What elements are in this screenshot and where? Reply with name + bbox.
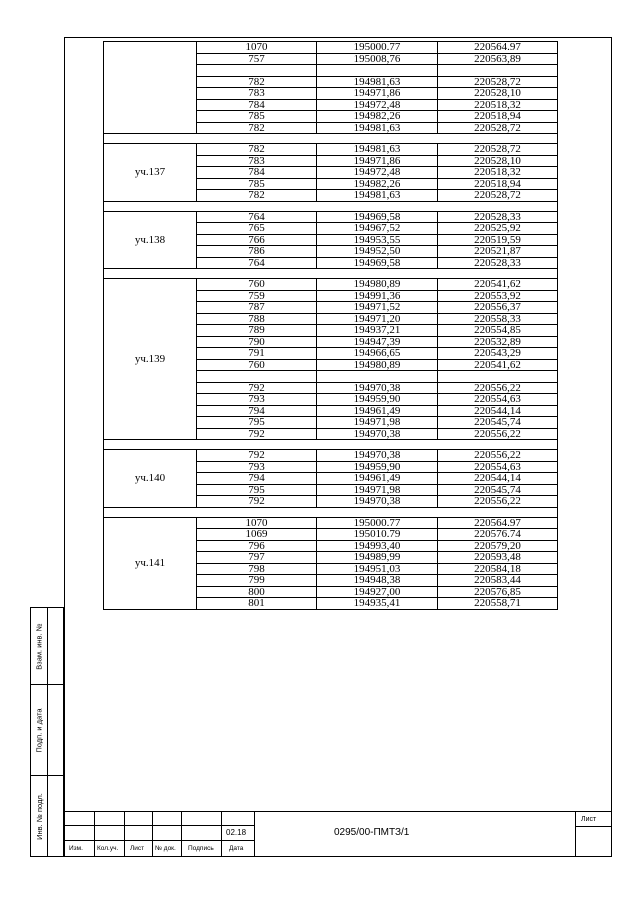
point-number: 766 (197, 234, 317, 246)
title-block (64, 811, 612, 857)
coord-y (438, 65, 558, 77)
coord-x: 194980,89 (317, 359, 438, 371)
coord-x: 194947,39 (317, 336, 438, 348)
coord-y: 220528,10 (438, 155, 558, 167)
point-number: 798 (197, 563, 317, 575)
point-number: 784 (197, 99, 317, 111)
point-number: 792 (197, 428, 317, 440)
point-number: 796 (197, 540, 317, 552)
point-number: 789 (197, 325, 317, 337)
coord-y: 220528,72 (438, 122, 558, 134)
coord-y: 220525,92 (438, 223, 558, 235)
point-number: 782 (197, 190, 317, 202)
coord-x: 194969,58 (317, 211, 438, 223)
parcel-label: уч.137 (104, 144, 197, 202)
point-number: 799 (197, 575, 317, 587)
point-number: 1070 (197, 517, 317, 529)
point-number: 800 (197, 586, 317, 598)
coord-x: 194981,63 (317, 190, 438, 202)
coord-y: 220558,71 (438, 598, 558, 610)
coord-y: 220554,63 (438, 461, 558, 473)
coord-x: 195000.77 (317, 517, 438, 529)
stamp-label-kol: Кол.уч. (97, 845, 119, 852)
coord-x: 194971,20 (317, 313, 438, 325)
point-number: 783 (197, 88, 317, 100)
coord-y: 220528,33 (438, 211, 558, 223)
point-number: 784 (197, 167, 317, 179)
coord-x: 194989,99 (317, 552, 438, 564)
coord-y: 220528,72 (438, 190, 558, 202)
stamp-label-podpis: Подпись (188, 845, 214, 852)
coord-y: 220579,20 (438, 540, 558, 552)
coord-y: 220545,74 (438, 484, 558, 496)
group-separator (104, 440, 558, 450)
point-number: 785 (197, 178, 317, 190)
point-number: 788 (197, 313, 317, 325)
coord-x: 194972,48 (317, 99, 438, 111)
coord-y: 220564.97 (438, 517, 558, 529)
table-row (104, 279, 558, 291)
stamp-date: 02.18 (226, 828, 247, 837)
point-number: 757 (197, 53, 317, 65)
side-cell-podp (30, 684, 64, 776)
point-number: 1069 (197, 529, 317, 541)
coord-x: 194970,38 (317, 428, 438, 440)
coord-x: 194971,86 (317, 88, 438, 100)
coord-y: 220593,48 (438, 552, 558, 564)
table-row (104, 450, 558, 462)
coord-x: 194967,52 (317, 223, 438, 235)
point-number: 782 (197, 76, 317, 88)
coord-y: 220532,89 (438, 336, 558, 348)
coord-x: 195010.79 (317, 529, 438, 541)
point-number: 795 (197, 417, 317, 429)
point-number: 760 (197, 359, 317, 371)
coord-y: 220544,14 (438, 405, 558, 417)
coord-y: 220556,22 (438, 382, 558, 394)
coord-y: 220556,22 (438, 450, 558, 462)
coord-y: 220583,44 (438, 575, 558, 587)
coord-y: 220554,63 (438, 394, 558, 406)
point-number: 792 (197, 496, 317, 508)
point-number: 760 (197, 279, 317, 291)
point-number: 790 (197, 336, 317, 348)
coord-x: 194970,38 (317, 382, 438, 394)
coord-x: 194961,49 (317, 473, 438, 485)
coordinates-table (103, 41, 558, 610)
parcel-label: уч.141 (104, 517, 197, 609)
coord-x: 194971,98 (317, 484, 438, 496)
point-number: 801 (197, 598, 317, 610)
coord-x: 194937,21 (317, 325, 438, 337)
point-number: 793 (197, 461, 317, 473)
coord-y: 220528,10 (438, 88, 558, 100)
point-number (197, 371, 317, 383)
coord-x: 194972,48 (317, 167, 438, 179)
coord-y: 220564.97 (438, 42, 558, 54)
coord-x (317, 371, 438, 383)
point-number: 783 (197, 155, 317, 167)
coord-y: 220521,87 (438, 246, 558, 258)
coord-x: 194959,90 (317, 461, 438, 473)
coord-y: 220544,14 (438, 473, 558, 485)
coord-x: 194971,98 (317, 417, 438, 429)
point-number: 787 (197, 302, 317, 314)
point-number: 1070 (197, 42, 317, 54)
coord-x: 194970,38 (317, 450, 438, 462)
table-row (104, 211, 558, 223)
point-number: 794 (197, 473, 317, 485)
point-number: 797 (197, 552, 317, 564)
side-cell-inv (30, 775, 64, 857)
coord-x: 195008,76 (317, 53, 438, 65)
parcel-label: уч.138 (104, 211, 197, 269)
coord-y: 220558,33 (438, 313, 558, 325)
coord-x: 194971,52 (317, 302, 438, 314)
coord-x: 194970,38 (317, 496, 438, 508)
table-row (104, 42, 558, 54)
coord-x: 194991,36 (317, 290, 438, 302)
coord-x (317, 65, 438, 77)
point-number: 764 (197, 257, 317, 269)
point-number: 791 (197, 348, 317, 360)
point-number: 782 (197, 122, 317, 134)
coord-y: 220545,74 (438, 417, 558, 429)
parcel-label (104, 42, 197, 134)
point-number: 793 (197, 394, 317, 406)
stamp-label-list: Лист (130, 845, 145, 852)
coord-y: 220556,22 (438, 428, 558, 440)
coord-x: 194969,58 (317, 257, 438, 269)
document-code: 0295/00-ПМТЗ/1 (334, 827, 410, 838)
coord-x: 195000.77 (317, 42, 438, 54)
point-number: 785 (197, 111, 317, 123)
table-row (104, 144, 558, 156)
coord-y: 220584,18 (438, 563, 558, 575)
point-number: 786 (197, 246, 317, 258)
coord-y: 220528,72 (438, 76, 558, 88)
coord-x: 194981,63 (317, 122, 438, 134)
coord-y: 220519,59 (438, 234, 558, 246)
coord-x: 194948,38 (317, 575, 438, 587)
coord-y: 220528,33 (438, 257, 558, 269)
point-number: 794 (197, 405, 317, 417)
group-separator (104, 134, 558, 144)
coord-x: 194959,90 (317, 394, 438, 406)
side-label-vzam: Взам. инв. № (34, 622, 44, 670)
point-number (197, 65, 317, 77)
coord-y: 220576,85 (438, 586, 558, 598)
coord-y: 220518,32 (438, 167, 558, 179)
coord-x: 194982,26 (317, 178, 438, 190)
stamp-label-izm: Изм. (69, 845, 83, 852)
stamp-label-doc: № док. (155, 845, 176, 852)
coord-y: 220554,85 (438, 325, 558, 337)
coord-x: 194980,89 (317, 279, 438, 291)
coord-y: 220518,32 (438, 99, 558, 111)
side-cell-vzam (30, 607, 64, 685)
point-number: 764 (197, 211, 317, 223)
coord-x: 194935,41 (317, 598, 438, 610)
coord-y: 220528,72 (438, 144, 558, 156)
coord-x: 194966,65 (317, 348, 438, 360)
point-number: 795 (197, 484, 317, 496)
group-separator (104, 201, 558, 211)
coord-y: 220576.74 (438, 529, 558, 541)
coord-x: 194982,26 (317, 111, 438, 123)
coord-x: 194981,63 (317, 76, 438, 88)
coord-y: 220553,92 (438, 290, 558, 302)
coord-y: 220518,94 (438, 178, 558, 190)
coord-y: 220541,62 (438, 359, 558, 371)
point-number: 759 (197, 290, 317, 302)
coord-x: 194952,50 (317, 246, 438, 258)
coord-y: 220556,22 (438, 496, 558, 508)
coord-y: 220518,94 (438, 111, 558, 123)
point-number: 765 (197, 223, 317, 235)
sheet-label: Лист (581, 816, 597, 823)
point-number: 792 (197, 450, 317, 462)
coord-x: 194981,63 (317, 144, 438, 156)
group-separator (104, 507, 558, 517)
coord-x: 194953,55 (317, 234, 438, 246)
coord-y: 220556,37 (438, 302, 558, 314)
coord-x: 194927,00 (317, 586, 438, 598)
group-separator (104, 269, 558, 279)
coord-y: 220563,89 (438, 53, 558, 65)
parcel-label: уч.140 (104, 450, 197, 508)
point-number: 782 (197, 144, 317, 156)
coord-x: 194971,86 (317, 155, 438, 167)
parcel-label: уч.139 (104, 279, 197, 440)
point-number: 792 (197, 382, 317, 394)
side-label-podp: Подп. и дата (34, 707, 44, 753)
stamp-label-data: Дата (229, 845, 244, 852)
coord-y (438, 371, 558, 383)
coord-y: 220541,62 (438, 279, 558, 291)
side-label-inv: Инв. № подл. (34, 792, 44, 840)
coord-x: 194961,49 (317, 405, 438, 417)
coord-x: 194993,40 (317, 540, 438, 552)
coord-y: 220543,29 (438, 348, 558, 360)
side-stamp (30, 607, 64, 857)
coord-x: 194951,03 (317, 563, 438, 575)
table-row (104, 517, 558, 529)
